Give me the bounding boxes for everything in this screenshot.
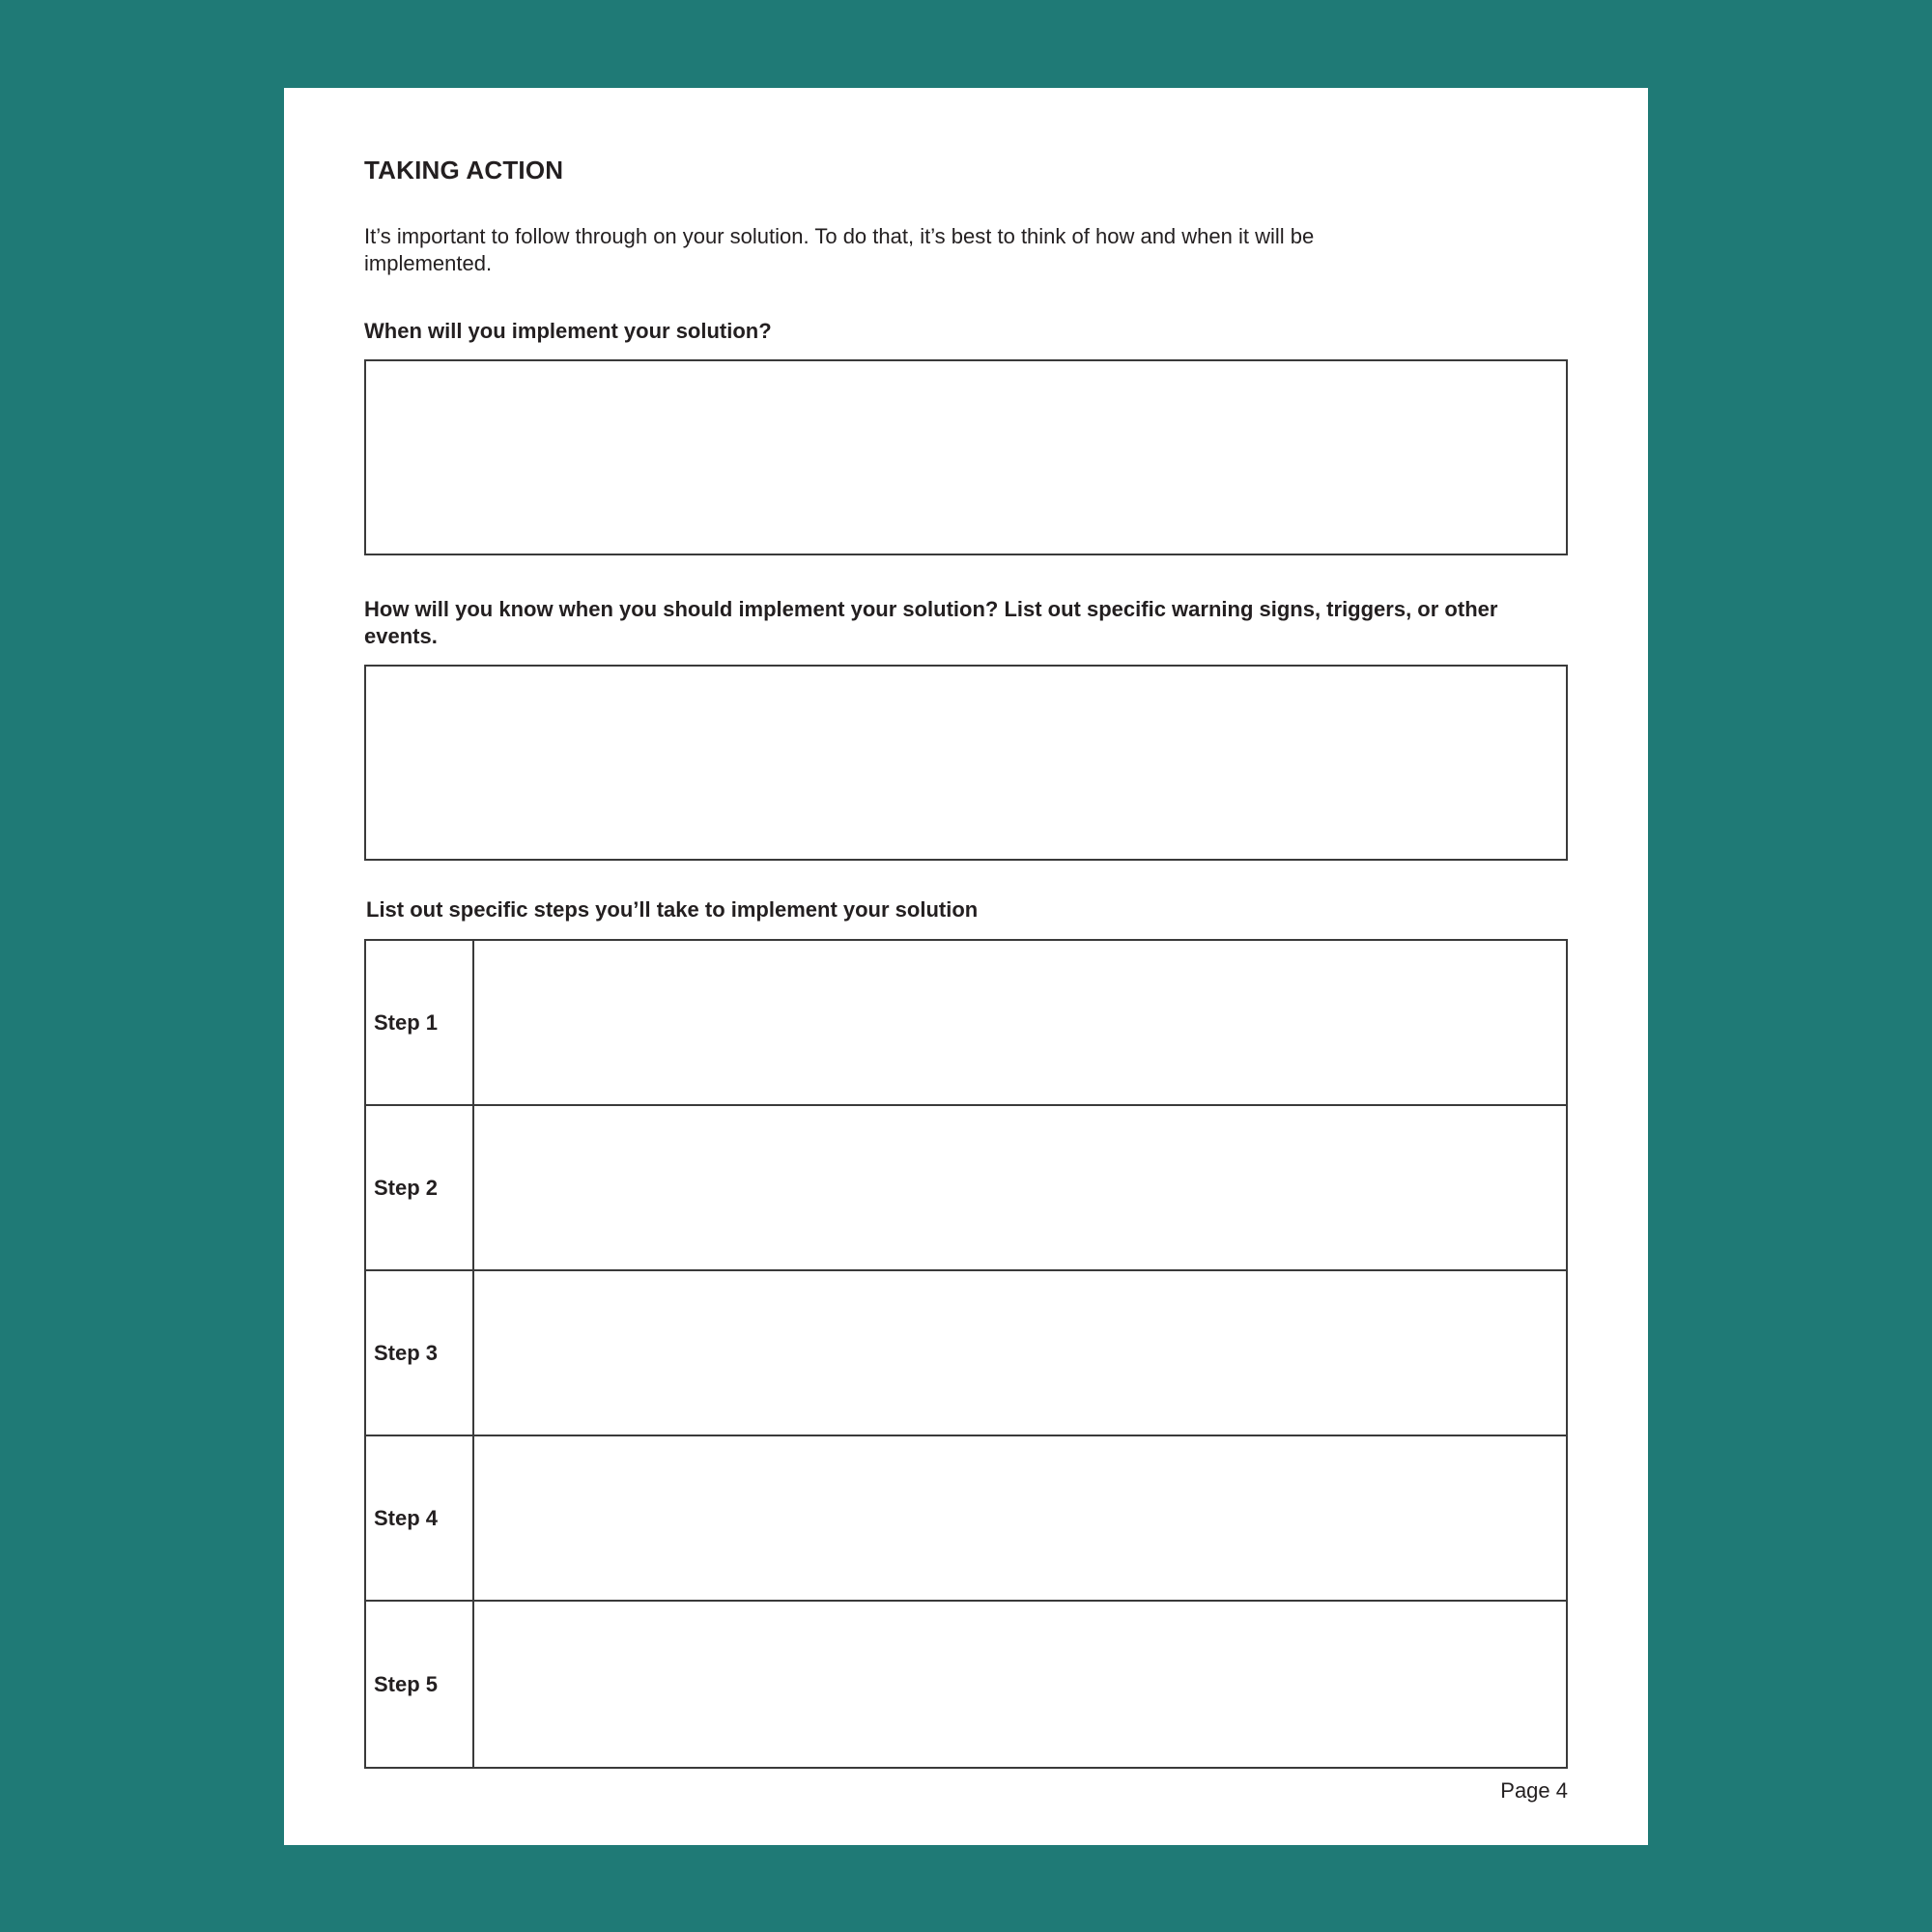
answer-when-field[interactable] [364,359,1568,555]
intro-paragraph: It’s important to follow through on your solution. To do that, it’s best to think of how and when it will be implemented. [364,224,1315,275]
step-row [366,1106,1566,1271]
question-how-label: How will you know when you should implement your solution? List out specific warning signs, triggers, or other events. [364,597,1498,648]
steps-table [364,939,1568,1769]
question-when-label: When will you implement your solution? [364,319,772,343]
steps-prompt: List out specific steps you’ll take to implement your solution [366,897,979,922]
answer-how-field[interactable] [364,665,1568,861]
page-number: Page 4 [1500,1778,1568,1803]
step-1-field[interactable] [474,941,1566,1104]
worksheet-page [284,88,1648,1845]
step-row [366,1602,1566,1767]
step-5-field[interactable] [474,1602,1566,1767]
step-2-field[interactable] [474,1106,1566,1269]
step-label: Step 3 [366,1271,474,1435]
step-label: Step 4 [366,1436,474,1600]
step-4-field[interactable] [474,1436,1566,1600]
step-label: Step 5 [366,1602,474,1767]
step-label: Step 2 [366,1106,474,1269]
step-row [366,1436,1566,1602]
page-title: TAKING ACTION [364,156,564,185]
step-row [366,1271,1566,1436]
step-label: Step 1 [366,941,474,1104]
step-row [366,941,1566,1106]
step-3-field[interactable] [474,1271,1566,1435]
